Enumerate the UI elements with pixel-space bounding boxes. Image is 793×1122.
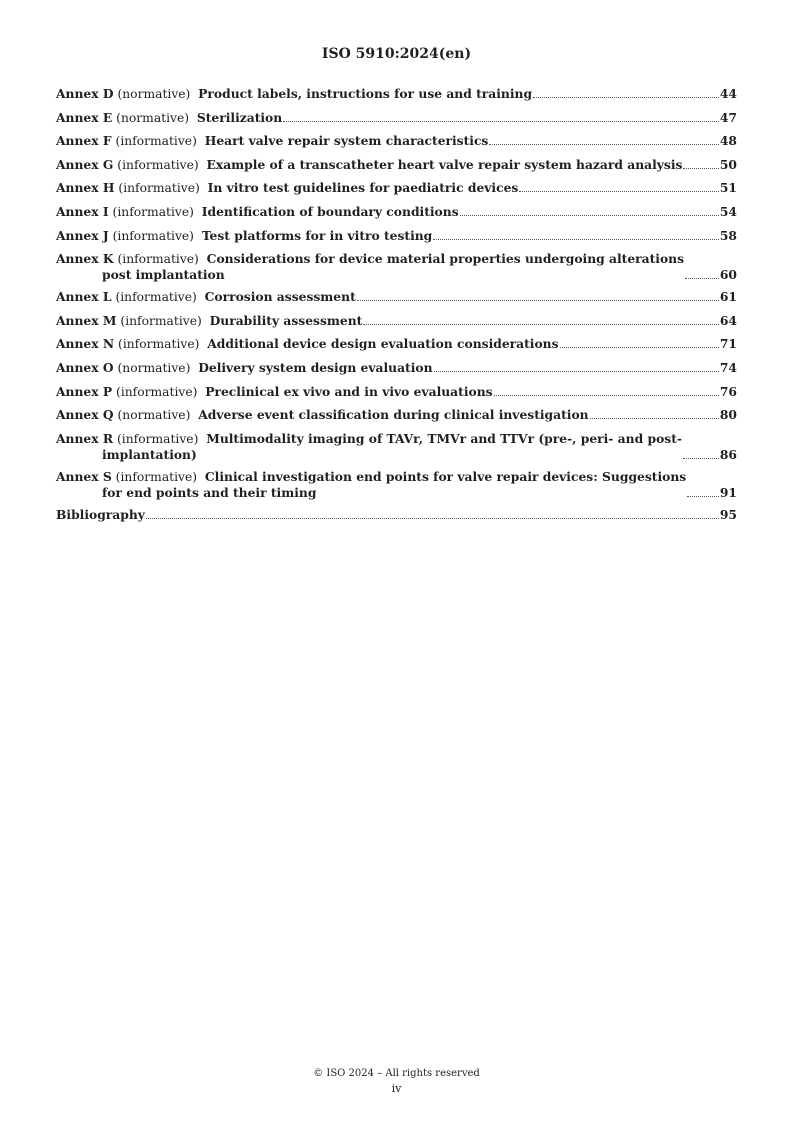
toc-entry-annex-q[interactable] xyxy=(56,407,737,423)
leader-dots xyxy=(519,191,719,192)
toc-entry-annex-l[interactable] xyxy=(56,289,737,305)
leader-dots xyxy=(590,418,719,419)
leader-dots xyxy=(434,371,719,372)
toc-page-number: 51 xyxy=(719,180,737,196)
toc-page-number: 48 xyxy=(719,133,737,149)
toc-page-number: 47 xyxy=(719,109,737,125)
toc-entry-annex-f[interactable] xyxy=(56,133,737,149)
table-of-contents xyxy=(56,86,737,530)
toc-page-number: 71 xyxy=(719,336,737,352)
leader-dots xyxy=(433,239,719,240)
toc-entry-annex-h[interactable] xyxy=(56,180,737,196)
toc-entry-text: Annex K (informative) Considerations for device material properties undergoing alterations post implantation xyxy=(56,251,685,283)
toc-page-number: 95 xyxy=(719,506,737,522)
leader-dots xyxy=(683,168,718,169)
toc-page-number: 54 xyxy=(719,203,737,219)
leader-dots xyxy=(363,324,719,325)
toc-page-number: 50 xyxy=(719,156,737,172)
toc-page-number: 74 xyxy=(719,359,737,375)
toc-entry-annex-g[interactable] xyxy=(56,157,737,173)
page-footer xyxy=(0,1066,793,1096)
toc-entry-text: Annex J (informative) Test platforms for in vitro testing xyxy=(56,227,433,243)
toc-entry-bibliography[interactable] xyxy=(56,507,737,523)
toc-entry-text: Annex N (informative) Additional device design evaluation considerations xyxy=(56,336,559,352)
toc-entry-text: Annex L (informative) Corrosion assessment xyxy=(56,289,356,305)
toc-entry-text: Annex R (informative) Multimodality imaging of TAVr, TMVr and TTVr (pre-, peri- and post- implantation) xyxy=(56,430,682,462)
toc-entry-text: Annex S (informative) Clinical investigation end points for valve repair devices: Suggestions for end points and their timing xyxy=(56,468,687,500)
leader-dots xyxy=(283,121,719,122)
toc-page-number: 44 xyxy=(719,86,737,101)
copyright-notice: © ISO 2024 – All rights reserved xyxy=(313,1068,480,1079)
leader-dots xyxy=(357,300,719,301)
toc-entry-annex-m[interactable] xyxy=(56,313,737,329)
toc-entry-annex-e[interactable] xyxy=(56,110,737,126)
leader-dots xyxy=(687,496,719,497)
toc-entry-annex-k[interactable] xyxy=(56,251,737,283)
leader-dots xyxy=(533,97,719,98)
toc-page-number: 64 xyxy=(719,312,737,328)
toc-entry-text: Annex F (informative) Heart valve repair system characteristics xyxy=(56,133,489,149)
toc-page-number: 76 xyxy=(719,383,737,399)
toc-entry-text: Annex H (informative) In vitro test guidelines for paediatric devices xyxy=(56,180,519,196)
toc-entry-annex-i[interactable] xyxy=(56,204,737,220)
leader-dots xyxy=(683,458,719,459)
toc-entry-text: Annex Q (normative) Adverse event classification during clinical investigation xyxy=(56,407,589,423)
leader-dots xyxy=(494,395,719,396)
toc-entry-annex-j[interactable] xyxy=(56,228,737,244)
leader-dots xyxy=(146,518,719,519)
toc-entry-text: Annex M (informative) Durability assessment xyxy=(56,312,363,328)
page-number: iv xyxy=(391,1082,402,1095)
toc-entry-annex-o[interactable] xyxy=(56,360,737,376)
leader-dots xyxy=(560,347,719,348)
toc-page-number: 60 xyxy=(719,267,737,283)
toc-page-number: 80 xyxy=(719,407,737,423)
leader-dots xyxy=(685,278,719,279)
toc-entry-text: Annex O (normative) Delivery system design evaluation xyxy=(56,359,433,375)
toc-entry-text: Annex I (informative) Identification of boundary conditions xyxy=(56,203,459,219)
toc-entry-annex-d[interactable] xyxy=(56,86,737,102)
document-header: ISO 5910:2024(en) xyxy=(321,46,472,62)
toc-entry-text: Annex E (normative) Sterilization xyxy=(56,109,283,125)
toc-page-number: 86 xyxy=(719,446,737,462)
toc-entry-text: Annex D (normative) Product labels, instructions for use and training xyxy=(56,86,533,101)
toc-page-number: 91 xyxy=(719,484,737,500)
toc-entry-text: Annex G (informative) Example of a transcatheter heart valve repair system hazard analysis xyxy=(56,156,683,172)
leader-dots xyxy=(489,144,719,145)
toc-page-number: 61 xyxy=(719,289,737,305)
toc-entry-annex-p[interactable] xyxy=(56,384,737,400)
toc-entry-annex-n[interactable] xyxy=(56,336,737,352)
leader-dots xyxy=(460,215,719,216)
toc-entry-annex-s[interactable] xyxy=(56,469,737,501)
toc-page-number: 58 xyxy=(719,227,737,243)
toc-entry-annex-r[interactable] xyxy=(56,431,737,463)
toc-entry-text: Annex P (informative) Preclinical ex vivo and in vivo evaluations xyxy=(56,383,493,399)
toc-entry-text: Bibliography xyxy=(56,506,145,522)
